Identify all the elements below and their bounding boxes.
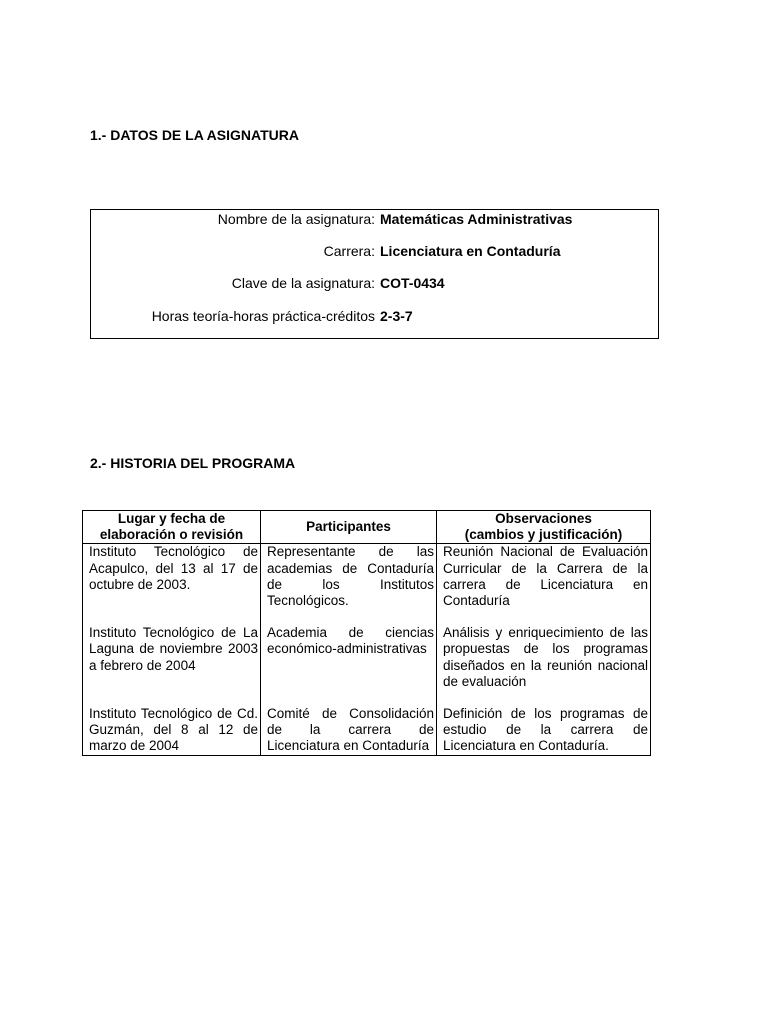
section-title-datos: 1.- DATOS DE LA ASIGNATURA: [90, 127, 299, 143]
subject-name-row: [91, 210, 658, 228]
career-value: Licenciatura en Contaduría: [380, 243, 561, 259]
cell-lugar: Instituto Tecnológico de Acapulco, del 13 al 17 de octubre de 2003.: [83, 544, 261, 625]
subject-code-row: [91, 274, 658, 292]
career-label: Carrera:: [323, 243, 375, 259]
cell-observaciones: Definición de los programas de estudio de la carrera de Licenciatura en Contaduría.: [437, 706, 651, 755]
subject-name-value: Matemáticas Administrativas: [380, 211, 573, 227]
hours-credits-value: 2-3-7: [380, 308, 413, 324]
subject-code-value: COT-0434: [380, 275, 445, 291]
cell-lugar: Instituto Tecnológico de Cd. Guzmán, del 8 al 12 de marzo de 2004: [83, 706, 261, 755]
header-lugar-line1: Lugar y fecha de: [117, 511, 226, 526]
hours-credits-label: Horas teoría-horas práctica-créditos: [151, 308, 375, 324]
subject-code-label: Clave de la asignatura:: [231, 275, 375, 291]
history-table: [82, 510, 651, 756]
cell-participantes: Academia de ciencias económico-administrativas: [261, 625, 437, 706]
header-lugar-line2: elaboración o revisión: [99, 527, 244, 543]
history-header-row: [83, 511, 651, 544]
cell-participantes: Representante de las academias de Contaduría de los Institutos Tecnológicos.: [261, 544, 437, 625]
section-title-historia: 2.- HISTORIA DEL PROGRAMA: [90, 455, 296, 471]
header-participantes: Participantes: [261, 511, 437, 544]
header-obs-line2: (cambios y justificación): [464, 527, 623, 543]
header-observaciones: [437, 511, 651, 544]
subject-name-label: Nombre de la asignatura:: [217, 211, 375, 227]
cell-observaciones: Reunión Nacional de Evaluación Curricular de la Carrera de la carrera de Licenciatura en Contaduría: [437, 544, 651, 625]
table-row: [83, 625, 651, 706]
table-row: [83, 544, 651, 625]
cell-observaciones: Análisis y enriquecimiento de las propuestas de los programas diseñados en la reunión nacional de evaluación: [437, 625, 651, 706]
header-obs-line1: Observaciones: [495, 511, 592, 526]
table-row: [83, 706, 651, 755]
cell-participantes: Comité de Consolidación de la carrera de Licenciatura en Contaduría: [261, 706, 437, 755]
header-lugar: [83, 511, 261, 544]
subject-data-box: [90, 209, 659, 339]
cell-lugar: Instituto Tecnológico de La Laguna de noviembre 2003 a febrero de 2004: [83, 625, 261, 706]
career-row: [91, 242, 658, 260]
hours-credits-row: [91, 307, 658, 325]
